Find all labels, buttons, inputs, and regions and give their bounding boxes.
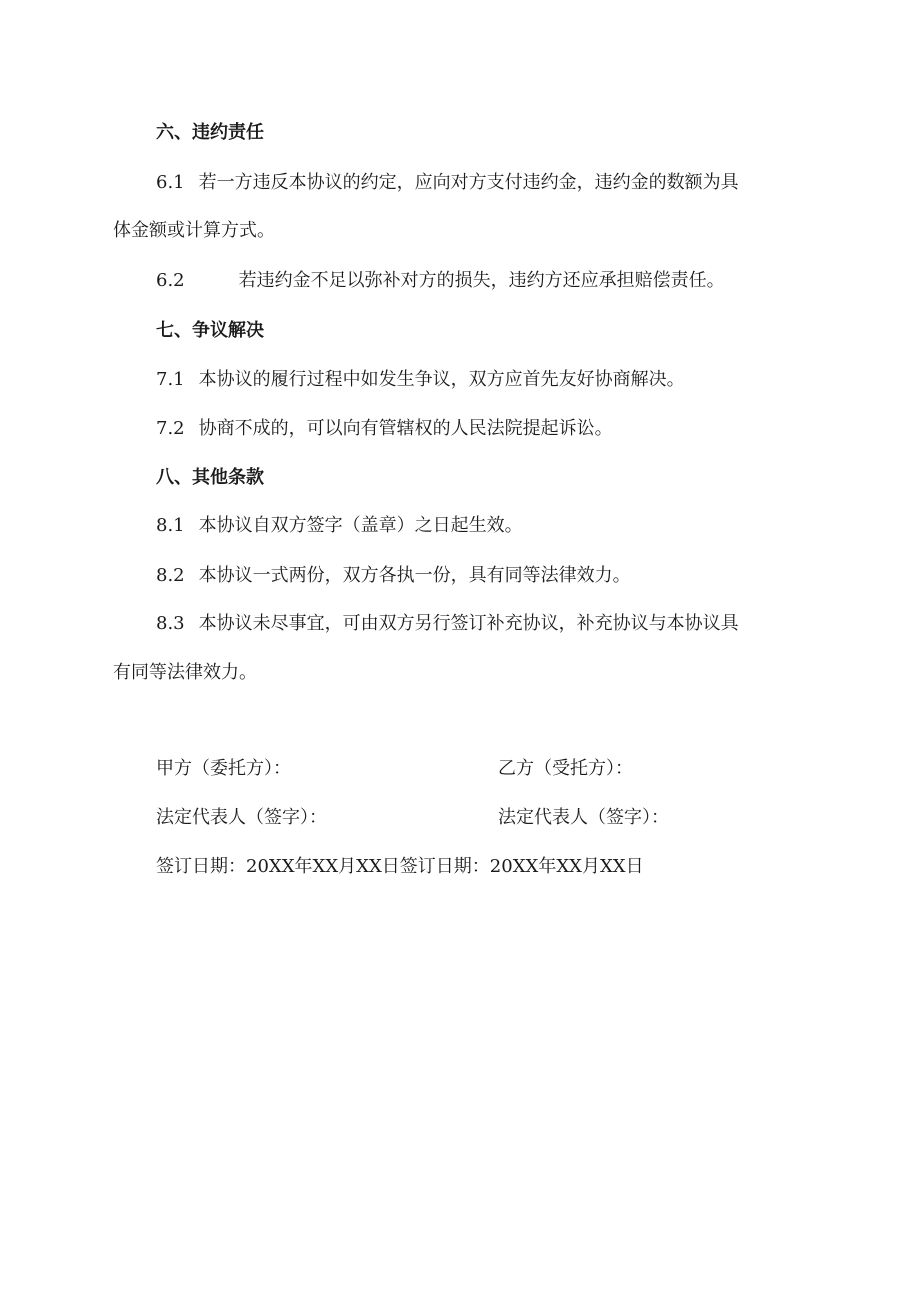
clause-number: 7.1 (156, 369, 185, 390)
clause-text: 若一方违反本协议的约定，应向对方支付违约金，违约金的数额为具 (198, 172, 739, 193)
section-title-breach-liability: 六、违约责任 (156, 122, 264, 143)
clause-number: 7.2 (156, 418, 185, 439)
clause-text: 本协议自双方签字（盖章）之日起生效。 (198, 515, 523, 536)
legal-rep-b-label: 法定代表人（签字）： (498, 807, 669, 828)
clause-6-2 (156, 268, 725, 294)
clause-number: 8.2 (156, 565, 185, 586)
clause-6-1 (156, 170, 739, 196)
section-title-dispute-resolution: 七、争议解决 (156, 320, 264, 341)
clause-6-1-continued: 体金额或计算方式。 (113, 220, 275, 241)
clause-8-2 (156, 563, 631, 589)
clause-8-3-continued: 有同等法律效力。 (113, 662, 257, 683)
clause-8-1 (156, 513, 523, 539)
clause-number: 6.2 (156, 270, 185, 291)
clause-7-1 (156, 367, 685, 393)
section-title-other-terms: 八、其他条款 (156, 467, 264, 488)
signing-date-line: 签订日期：20XX年XX月XX日签订日期：20XX年XX月XX日 (156, 856, 644, 877)
clause-text: 本协议一式两份，双方各执一份，具有同等法律效力。 (198, 565, 631, 586)
clause-8-3 (156, 611, 739, 637)
clause-text: 本协议未尽事宜，可由双方另行签订补充协议，补充协议与本协议具 (198, 613, 739, 634)
clause-text: 若违约金不足以弥补对方的损失，违约方还应承担赔偿责任。 (238, 270, 725, 291)
clause-number: 8.3 (156, 613, 185, 634)
clause-text: 协商不成的，可以向有管辖权的人民法院提起诉讼。 (198, 418, 613, 439)
party-a-label: 甲方（委托方）： (156, 758, 291, 779)
party-b-label: 乙方（受托方）： (498, 758, 633, 779)
clause-7-2 (156, 416, 613, 442)
clause-number: 8.1 (156, 515, 185, 536)
clause-number: 6.1 (156, 172, 185, 193)
clause-text: 本协议的履行过程中如发生争议，双方应首先友好协商解决。 (198, 369, 685, 390)
legal-rep-a-label: 法定代表人（签字）： (156, 807, 327, 828)
